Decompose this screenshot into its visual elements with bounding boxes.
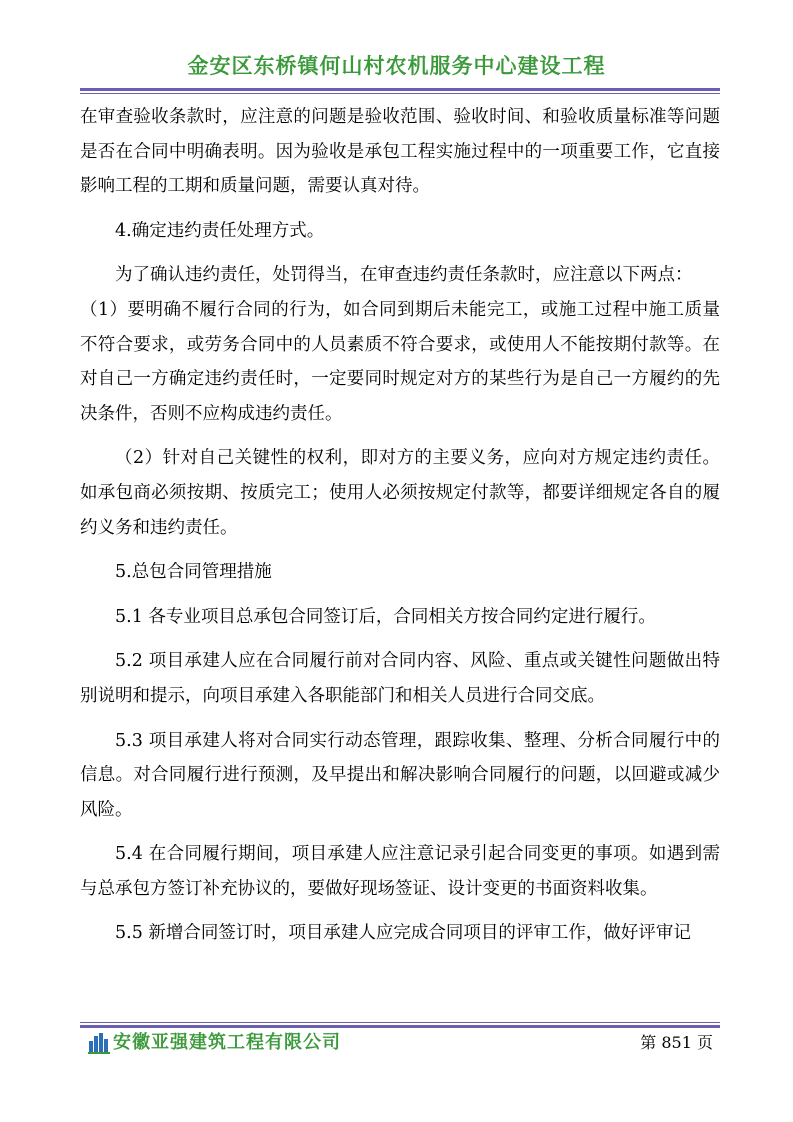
paragraph-liability-intro: 为了确认违约责任，处罚得当，在审查违约责任条款时，应注意以下两点： xyxy=(115,265,693,286)
paragraph-liability-point-2: （2）针对自己关键性的权利，即对方的主要义务，应向对方规定违约责任。如承包商必须按期、按质完工；使用人必须按规定付款等，都要详细规定各自的履约义务和违约责任。 xyxy=(80,448,720,538)
header-rule-thin xyxy=(80,93,720,94)
page-number: 第 851 页 xyxy=(640,1033,713,1052)
section-heading-4: 4.确定违约责任处理方式。 xyxy=(115,220,325,241)
footer-rule-thick xyxy=(80,1025,720,1028)
paragraph-5-3: 5.3 项目承建人将对合同实行动态管理，跟踪收集、整理、分析合同履行中的信息。对合同履行进行预测，及早提出和解决影响合同履行的问题，以回避或减少风险。 xyxy=(80,730,720,820)
paragraph-5-4: 5.4 在合同履行期间，项目承建人应注意记录引起合同变更的事项。如遇到需与总承包方签订补充协议的，要做好现场签证、设计变更的书面资料收集。 xyxy=(80,844,720,899)
footer-company-name: 安徽亚强建筑工程有限公司 xyxy=(113,1032,341,1053)
section-heading-5: 5.总包合同管理措施 xyxy=(115,562,272,583)
footer-rule-thin xyxy=(80,1022,720,1023)
header-rule-thick xyxy=(80,88,720,91)
paragraph-liability-point-1: （1）要明确不履行合同的行为，如合同到期后未能完工，或施工过程中施工质量不符合要求，或劳务合同中的人员素质不符合要求，或使用人不能按期付款等。在对自己一方确定违约责任时，一定要同时规定对方的某些行为是自己一方履约的先决条件，否则不应构成违约责任。 xyxy=(80,299,720,424)
paragraph-5-1: 5.1 各专业项目总承包合同签订后，合同相关方按合同约定进行履行。 xyxy=(115,606,656,627)
paragraph-5-5: 5.5 新增合同签订时，项目承建人应完成合同项目的评审工作，做好评审记 xyxy=(115,923,691,944)
paragraph-5-2: 5.2 项目承建人应在合同履行前对合同内容、风险、重点或关键性问题做出特别说明和提示，向项目承建入各职能部门和相关人员进行合同交底。 xyxy=(80,651,720,706)
page-header-title: 金安区东桥镇何山村农机服务中心建设工程 xyxy=(187,54,606,78)
paragraph-acceptance-terms: 在审查验收条款时，应注意的问题是验收范围、验收时间、和验收质量标准等问题是否在合同中明确表明。因为验收是承包工程实施过程中的一项重要工作，它直接影响工程的工期和质量问题，需要认真对待。 xyxy=(80,107,720,197)
document-body xyxy=(80,100,720,951)
building-logo-icon xyxy=(88,1032,110,1054)
